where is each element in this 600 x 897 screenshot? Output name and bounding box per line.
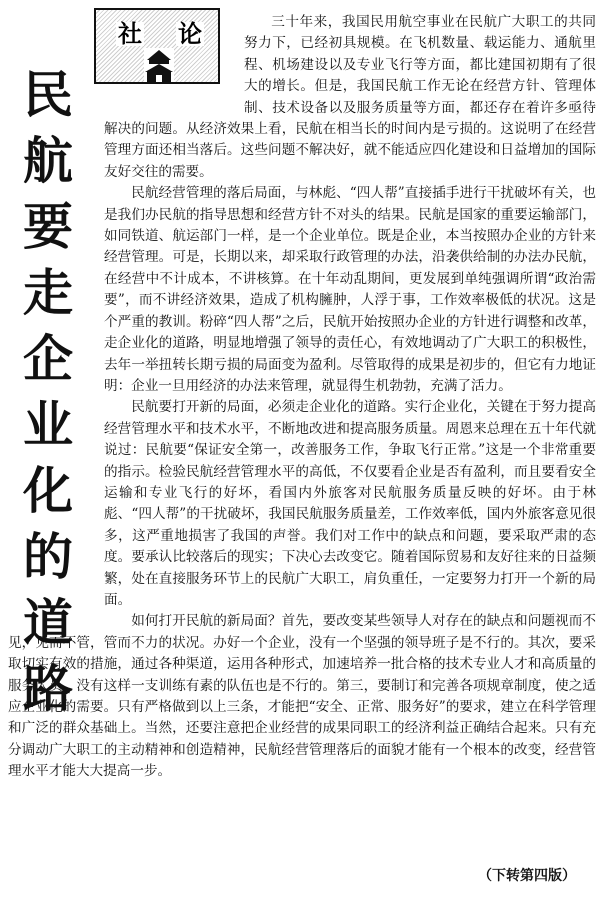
article-body bbox=[8, 12, 596, 783]
paragraph-1: 三十年来，我国民用航空事业在民航广大职工的共同努力下，已经初具规模。在飞机数量、载运能力、通航里程、机场建设以及专业飞行等方面，都比建国初期有了很大的增长。但是，我国民航工作无论在经营方针、管理体制、技术设备以及服务质量等方面，都还存在着许多亟待解决的问题。从经济效果上看，民航在相当长的时间内是亏损的。这说明了在经营管理方面还相当落后。这些问题不解决好，就不能适应四化建设和日益增加的国际友好交往的需要。 bbox=[104, 14, 596, 180]
continued-note: （下转第四版） bbox=[478, 868, 576, 884]
paragraph-2: 民航经营管理的落后局面，与林彪、“四人帮”直接插手进行干扰破坏有关，也是我们办民航的指导思想和经营方针不对头的结果。民航是国家的重要运输部门，如同铁道、航运部门一样，是一个企业单位。既是企业，本当按照办企业的方针来经营管理。可是，长期以来，却采取行政管理的办法，沿袭供给制的办法办民航，在经营中不计成本，不讲核算。在十年动乱期间，更发展到单纯强调所谓“政治需要”，而不讲经济效果，造成了机构臃肿，人浮于事，工作效率极低的状况。这是个严重的教训。粉碎“四人帮”之后，民航开始按照办企业的方针进行调整和改革，走企业化的道路，明显地增强了领导的责任心，有效地调动了广大职工的积极性，去年一举扭转长期亏损的局面变为盈利。尽管取得的成果是初步的，但它有力地证明：企业一旦用经济的办法来管理，就显得生机勃勃，充满了活力。 bbox=[104, 185, 596, 394]
title-spacer bbox=[8, 108, 104, 612]
paragraph-3: 民航要打开新的局面，必须走企业化的道路。实行企业化，关键在于努力提高经营管理水平和技术水平，不断地改进和提高服务质量。周恩来总理在五十年代就说过：民航要“保证安全第一，改善服务工作，争取飞行正常。”这是一个非常重要的指示。检验民航经营管理水平的高低，不仅要看企业是否有盈利，而且要看安全运输和专业飞行的好坏，看国内外旅客对民航服务质量反映的好坏。由于林彪、“四人帮”的干扰破坏，我国民航服务质量差，工作效率低，国内外旅客意见很多，这严重地损害了我国的声誉。我们对工作中的缺点和问题，要采取严肃的态度。要承认比较落后的现实；下决心去改变它。随着国际贸易和友好往来的日益频繁，处在直接服务环节上的民航广大职工，肩负重任，一定要努力打开一个新的局面。 bbox=[104, 399, 596, 608]
paragraph-4: 如何打开民航的新局面？首先，要改变某些领导人对存在的缺点和问题视而不见，见而不管，管而不力的状况。办好一个企业，没有一个坚强的领导班子是不行的。其次，要采取切实有效的措施，通过各种渠道，运用各种形式，加速培养一批合格的技术专业人才和高质量的服务人员。没有这样一支训练有素的队伍也是不行的。第三，要制订和完善各项规章制度，使之适应企业化的需要。只有严格做到以上三条，才能把“安全、正常、服务好”的要求，建立在科学管理和广泛的群众基础上。当然，还要注意把企业经营的成果同职工的经济利益正确结合起来。只有充分调动广大职工的主动精神和创造精神，民航经营管理落后的面貌才能有一个根本的改变，经营管理水平才能大大提高一步。 bbox=[8, 613, 596, 780]
badge-char-2: 论 bbox=[178, 20, 202, 48]
article-title: 民航要走企业化的道路 bbox=[23, 66, 73, 718]
badge-char-1: 社 bbox=[118, 20, 142, 48]
badge-spacer bbox=[8, 12, 244, 108]
